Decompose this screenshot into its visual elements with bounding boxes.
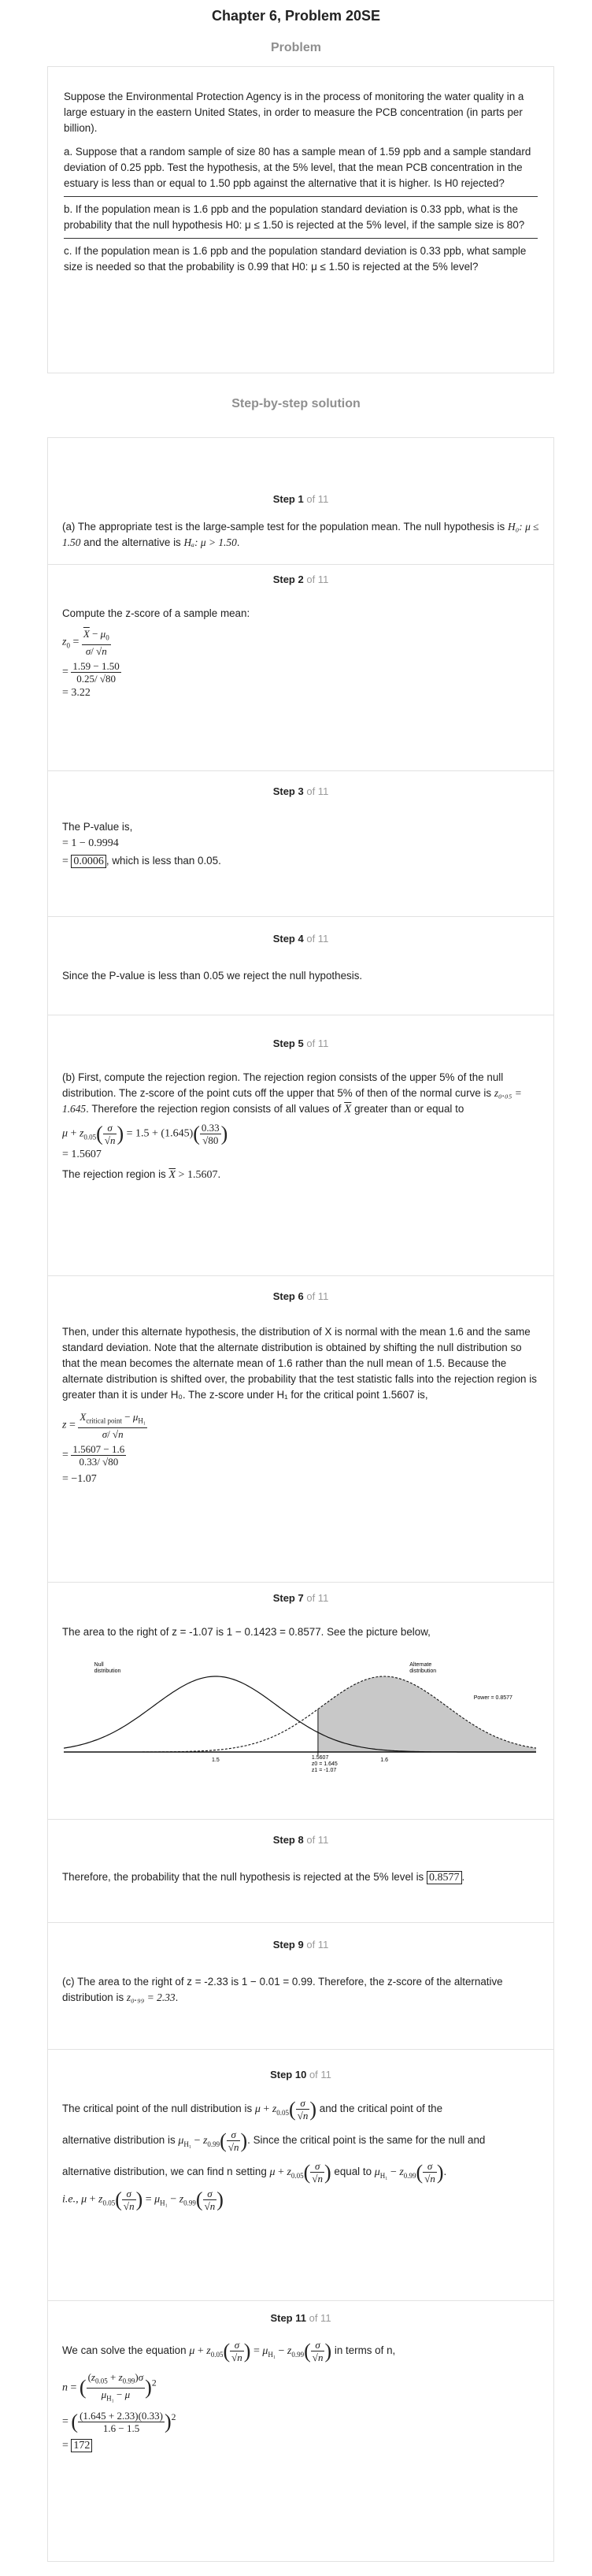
- step-label: Step 2: [272, 573, 304, 585]
- tick-label: 1.5607: [311, 1755, 329, 1761]
- step-count: of 11: [306, 493, 329, 505]
- step-text: and the alternative is: [83, 536, 181, 548]
- null-hypothesis: H₀: μ ≤ 1.50: [62, 521, 539, 548]
- z-substitution: = $\frac{1.59 - 1.50}{0.25/ √80}$: [62, 659, 120, 685]
- punct: .: [236, 536, 240, 548]
- step-text: (b) First, compute the rejection region. The rejection region consists of the upper 5% of the null distribution. The z-score of the point cuts off the upper that 5% of then of the normal curve is: [62, 1071, 504, 1099]
- z-formula: $z_0$ = $\frac{\overline{X} - \mu_0}{\sigma/ √n}$: [62, 628, 109, 657]
- step-4: [47, 917, 554, 1015]
- n-formula: n = ( $\frac{(z_{0.05} + z_{0.99})\sigma}{\mu_{H_1} - \mu}$ )$^2$: [62, 2371, 157, 2403]
- boxed-answer: 0.0006: [71, 855, 106, 868]
- boxed-answer: 172: [71, 2439, 92, 2452]
- fraction-denominator: 0.33/ √80: [79, 1455, 119, 1468]
- problem-heading: Problem: [270, 41, 321, 54]
- step-7: [47, 1583, 554, 1820]
- equation-part: = 1.5 + (1.645): [126, 1127, 194, 1140]
- step-5: Step 5 of 11 (b) First, compute the rejection region. The rejection region consists of the upper 5% of the null distribution. The z-score of the point cuts off the upper that 5% of then of the normal curve is z₀.₀₅ = 1.645. Therefore the rejection region consists of all values of $\overline{X}$ greater than or equal to $\mu + z_{0.05}$( $\frac{\sigma}{√n}$ ) = 1.5 + (1.645)( $\frac{0.33}{√80}$ ) = 1.5607 The rejection region is $\overline{X} > 1.5607$.: [47, 1015, 554, 1276]
- x-bar-symbol: $\overline{X}$: [344, 1103, 352, 1115]
- step-text: . Therefore the rejection region consists of all values of: [86, 1103, 342, 1115]
- step-1: [47, 437, 554, 565]
- step-label: Step 11: [270, 2312, 306, 2324]
- pvalue-line: = 1 − 0.9994: [62, 837, 119, 849]
- step-count: of 11: [306, 1939, 329, 1951]
- step-label: Step 4: [272, 933, 304, 945]
- step-text: The area to the right of z = -1.07 is 1 − 0.1423 = 0.8577. See the picture below,: [62, 1626, 431, 1638]
- step-label: Step 3: [272, 785, 304, 797]
- fraction-denominator: 0.25/ √80: [76, 672, 116, 685]
- boxed-answer: 0.8577: [427, 1871, 462, 1884]
- step-text: The critical point of the null distribution is: [62, 2103, 253, 2114]
- divider: [64, 196, 538, 197]
- step-10: Step 10 of 11 The critical point of the null distribution is $\mu + z_{0.05}$( $\frac{\sigma}{√n}$ ) and the critical point of the alternative distribution is $\mu_{H_1} - z_{0.99}$( $\frac{\sigma}{√n}$ ). Since the critical point is the same for the null and alternative distribution, we can find n setting $\mu + z_{0.05}$( $\frac{\sigma}{√n}$ ) equal to $\mu_{H_1} - z_{0.99}$( $\frac{\sigma}{√n}$ ). i.e., $\mu + z_{0.05}$( $\frac{\sigma}{√n}$ ) = $\mu_{H_1} - z_{0.99}$( $\frac{\sigma}{√n}$ ): [47, 2050, 554, 2301]
- z-result: = 3.22: [62, 686, 91, 699]
- null-label: distribution: [94, 1668, 121, 1674]
- punct: .: [175, 1991, 179, 2003]
- null-label: Null: [94, 1662, 104, 1668]
- n-substitution: = ( $\frac{(1.645 + 2.33)(0.33)}{1.6 - 1.5}$ )$^2$: [62, 2410, 176, 2435]
- step-count: of 11: [306, 1037, 329, 1049]
- tick-label: 1.6: [380, 1758, 389, 1763]
- step-6: [47, 1276, 554, 1583]
- fraction-numerator: (1.645 + 2.33)(0.33): [80, 2410, 163, 2422]
- step-text: alternative distribution is: [62, 2134, 176, 2146]
- tick-label: z0 = 1.645: [311, 1761, 338, 1767]
- fraction-denominator: 1.6 − 1.5: [102, 2422, 140, 2435]
- step-count: of 11: [306, 573, 329, 585]
- step-8: [47, 1820, 554, 1923]
- step-label: Step 9: [272, 1939, 304, 1951]
- z-substitution: = $\frac{1.5607 - 1.6}{0.33/ √80}$: [62, 1442, 125, 1468]
- step-text: alternative distribution, we can find n setting: [62, 2166, 267, 2177]
- fraction-numerator: 1.5607 − 1.6: [72, 1442, 125, 1455]
- step-2: [47, 564, 554, 771]
- step-3: [47, 771, 554, 917]
- step-count: of 11: [306, 1592, 329, 1604]
- problem-part-b: b. If the population mean is 1.6 ppb and the population standard deviation is 0.33 ppb, what is the probability that the null hypothesis H0: μ ≤ 1.50 is rejected at the 5% level, if the sample size is 80?: [64, 203, 525, 231]
- step-text: The rejection region is: [62, 1168, 166, 1180]
- step-count: of 11: [309, 2069, 331, 2080]
- step-text: in terms of n,: [334, 2344, 396, 2356]
- solution-heading: Step-by-step solution: [231, 397, 361, 410]
- step-count: of 11: [309, 2312, 331, 2324]
- step-9: [47, 1923, 554, 2050]
- tick-label: 1.5: [211, 1758, 220, 1763]
- alt-label: distribution: [409, 1668, 437, 1674]
- z-result: = −1.07: [62, 1472, 97, 1485]
- fraction-numerator: 0.33: [201, 1122, 220, 1134]
- fraction-denominator: √80: [202, 1134, 219, 1146]
- z-critical: z₀.₀₅ = 1.645: [62, 1087, 522, 1115]
- punct: .: [443, 2166, 447, 2177]
- step-11: Step 11 of 11 We can solve the equation $\mu + z_{0.05}$( $\frac{\sigma}{√n}$ ) = $\mu_{H_1} - z_{0.99}$( $\frac{\sigma}{√n}$ ) in terms of n, n = ( $\frac{(z_{0.05} + z_{0.99})\sigma}{\mu_{H_1} - \mu}$ )$^2$ = ( $\frac{(1.645 + 2.33)(0.33)}{1.6 - 1.5}$ )$^2$ = 172: [47, 2301, 554, 2562]
- step-count: of 11: [306, 785, 329, 797]
- step-label: Step 8: [272, 1834, 304, 1846]
- alt-hypothesis: Hₐ: μ > 1.50: [183, 536, 237, 548]
- rejection-value: = 1.5607: [62, 1149, 102, 1160]
- ie-equation: i.e., $\mu + z_{0.05}$( $\frac{\sigma}{√n}$ ) = $\mu_{H_1} - z_{0.99}$( $\frac{\sigma}{√n}$ ): [62, 2188, 224, 2212]
- punct: .: [217, 1168, 221, 1180]
- page-title: Chapter 6, Problem 20SE: [211, 8, 381, 24]
- problem-card: [47, 66, 554, 373]
- rejection-equation: $\mu + z_{0.05}$( $\frac{\sigma}{√n}$ ) = 1.5 + (1.645)( $\frac{0.33}{√80}$ ): [62, 1122, 228, 1146]
- tick-label: z1 = -1.07: [311, 1768, 337, 1773]
- step-label: Step 6: [272, 1290, 304, 1302]
- step-count: of 11: [306, 1290, 329, 1302]
- step-count: of 11: [306, 1834, 329, 1846]
- fraction-numerator: 1.59 − 1.50: [72, 659, 120, 672]
- step-text: (a) The appropriate test is the large-sample test for the population mean. The null hypothesis is: [62, 521, 505, 533]
- step-text: We can solve the equation: [62, 2344, 187, 2356]
- punct: .: [461, 1871, 465, 1883]
- power-chart: [64, 1658, 536, 1792]
- power-area: [318, 1676, 536, 1752]
- alt-label: Alternate: [409, 1662, 432, 1668]
- problem-part-a: a. Suppose that a random sample of size 80 has a sample mean of 1.59 ppb and a sample standard deviation of 0.25 ppb. Test the hypothesis, at the 5% level, that the mean PCB concentration in the estuary is less than or equal to 1.50 ppb against the alternative that it is higher. Is H0 rejected?: [64, 146, 531, 189]
- step-text: . Since the critical point is the same for the null and: [247, 2134, 486, 2146]
- step-label: Step 5: [272, 1037, 304, 1049]
- step-text: Compute the z-score of a sample mean:: [62, 607, 250, 619]
- step-label: Step 7: [272, 1592, 304, 1604]
- step-text: , which is less than 0.05.: [105, 855, 221, 867]
- step-text: Since the P-value is less than 0.05 we reject the null hypothesis.: [62, 970, 363, 982]
- pvalue-result: = 0.0006 , which is less than 0.05.: [62, 855, 221, 867]
- step-text: greater than or equal to: [354, 1103, 464, 1115]
- step-label: Step 1: [272, 493, 304, 505]
- step-text: equal to: [334, 2166, 372, 2177]
- rejection-region: > 1.5607: [178, 1169, 218, 1181]
- problem-intro: Suppose the Environmental Protection Agency is in the process of monitoring the water quality in a large estuary in the eastern United States, in order to measure the PCB concentration (in parts per billion).: [64, 91, 524, 134]
- step-text: (c) The area to the right of z = -2.33 is 1 − 0.01 = 0.99. Therefore, the z-score of the alternative distribution is: [62, 1976, 503, 2003]
- step-count: of 11: [306, 933, 329, 945]
- z-formula: z = $\frac{X_{critical point} - \mu_{H_1}}{\sigma/ √n}$: [62, 1411, 146, 1440]
- step-text: Then, under this alternate hypothesis, the distribution of X is normal with the mean 1.6 and the same standard deviation. Note that the alternate distribution is obtained by shifting the null distribution so that the mean becomes the alternate mean of 1.6 rather than the null mean of 1.5. Because the alternate distribution is shifted over, the probability that the test statistic falls into the rejection region is greater than it is under H₀. The z-score under H₁ for the critical point 1.5607 is,: [62, 1326, 537, 1401]
- step-text: The P-value is,: [62, 821, 133, 833]
- problem-part-c: c. If the population mean is 1.6 ppb and the population standard deviation is 0.33 ppb, what sample size is needed so that the probability is 0.99 that H0: μ ≤ 1.50 is rejected at the 5% level?: [64, 245, 527, 273]
- n-result: = 172: [62, 2437, 539, 2455]
- step-label: Step 10: [270, 2069, 307, 2080]
- ie-label: i.e.,: [62, 2193, 79, 2206]
- step-text: and the critical point of the: [319, 2103, 443, 2114]
- divider: [64, 238, 538, 239]
- z-critical: z₀.₉₉ = 2.33: [126, 1991, 176, 2003]
- power-label: Power = 0.8577: [473, 1695, 512, 1701]
- step-text: Therefore, the probability that the null hypothesis is rejected at the 5% level is: [62, 1871, 424, 1883]
